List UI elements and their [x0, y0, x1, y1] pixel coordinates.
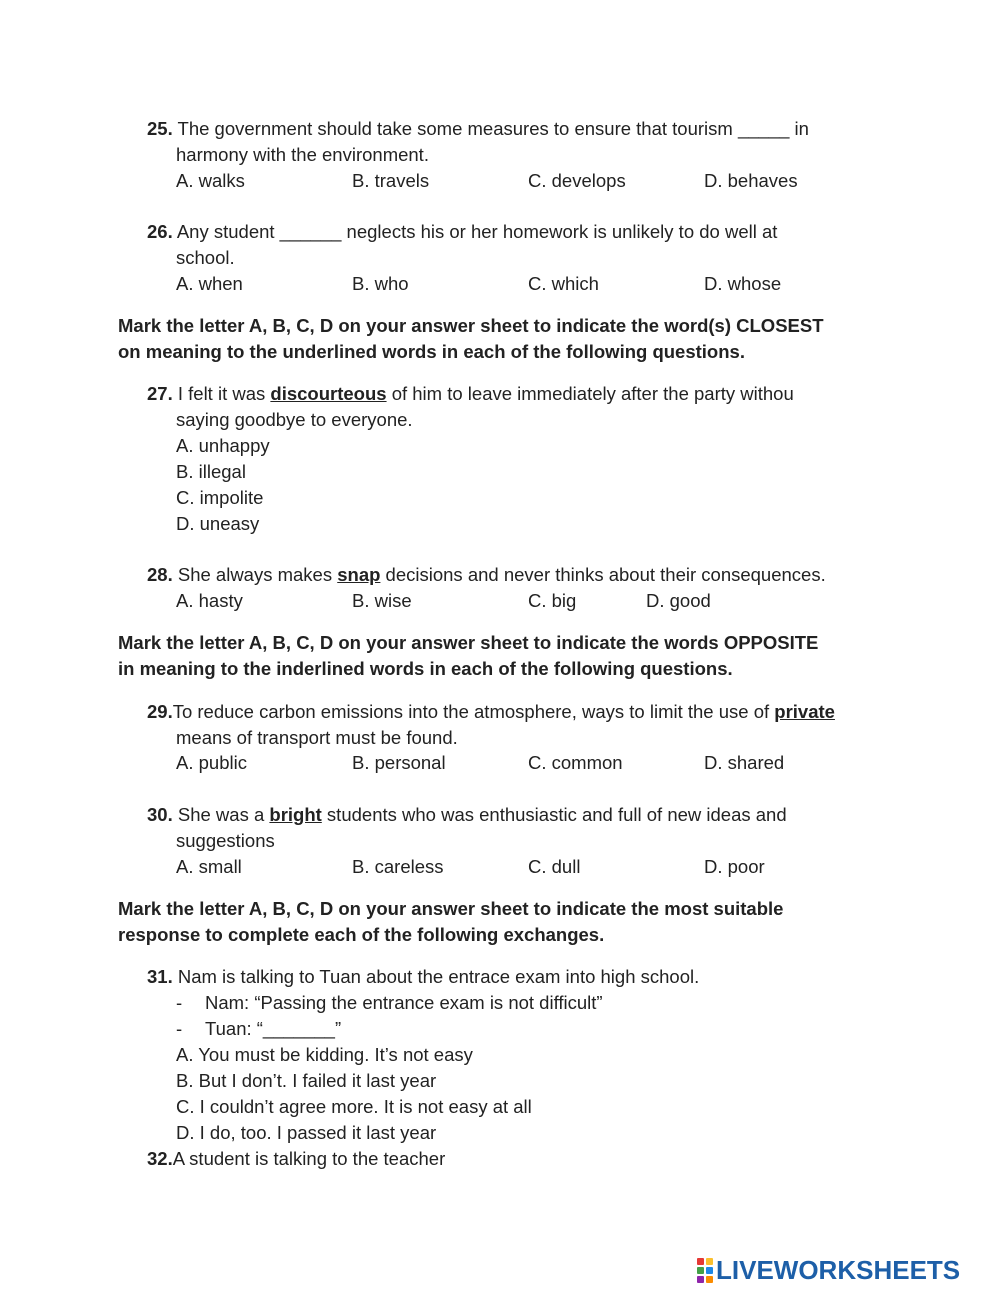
q27-option-a[interactable]: A. unhappy: [176, 435, 270, 456]
q27-underlined-word: discourteous: [270, 383, 387, 404]
instruction-opposite-line1: Mark the letter A, B, C, D on your answer sheet to indicate the words OPPOSITE: [118, 632, 819, 653]
q25-text: The government should take some measures to ensure that tourism _____ in: [177, 118, 809, 139]
q29-option-a[interactable]: A. public: [176, 752, 247, 773]
logo-block: [706, 1267, 713, 1274]
q30-text-post: students who was enthusiastic and full of new ideas and: [321, 804, 787, 825]
q29-option-d[interactable]: D. shared: [704, 752, 785, 773]
q26-number: 26.: [147, 221, 173, 242]
q31-option-b[interactable]: B. But I don’t. I failed it last year: [176, 1070, 437, 1091]
q25-stem: [147, 116, 809, 142]
q27-text-pre: I felt it was: [177, 383, 271, 404]
q27-option-d[interactable]: D. uneasy: [176, 513, 260, 534]
q31-dialog-dash: -: [176, 992, 183, 1013]
q30-option-c[interactable]: C. dull: [528, 856, 581, 877]
q30-stem: [147, 802, 787, 828]
q30-underlined-word: bright: [269, 804, 322, 825]
q26-option-a[interactable]: A. when: [176, 273, 243, 294]
q28-text-pre: She always makes: [177, 564, 338, 585]
q29-underlined-word: private: [774, 701, 835, 722]
q29-text-pre: To reduce carbon emissions into the atmosphere, ways to limit the use of: [172, 701, 775, 722]
q30-option-d[interactable]: D. poor: [704, 856, 765, 877]
q32-text: A student is talking to the teacher: [172, 1148, 446, 1169]
q27-stem-line2: saying goodbye to everyone.: [176, 409, 413, 430]
instruction-closest-line2: on meaning to the underlined words in each of the following questions.: [118, 341, 745, 362]
q25-option-a[interactable]: A. walks: [176, 170, 245, 191]
q27-text-post: of him to leave immediately after the party withou: [386, 383, 794, 404]
q31-dialog-dash: -: [176, 1018, 183, 1039]
logo-block: [697, 1276, 704, 1283]
q31-option-c[interactable]: C. I couldn’t agree more. It is not easy at all: [176, 1096, 532, 1117]
q30-number: 30.: [147, 804, 173, 825]
q25-option-d[interactable]: D. behaves: [704, 170, 798, 191]
q27-option-b[interactable]: B. illegal: [176, 461, 246, 482]
q31-number: 31.: [147, 966, 173, 987]
q29-number: 29.: [147, 701, 173, 722]
q28-option-a[interactable]: A. hasty: [176, 590, 243, 611]
q32-stem: [147, 1146, 445, 1172]
logo-block: [697, 1258, 704, 1265]
q26-option-c[interactable]: C. which: [528, 273, 599, 294]
q25-option-b[interactable]: B. travels: [352, 170, 430, 191]
instruction-closest-line1: Mark the letter A, B, C, D on your answer sheet to indicate the word(s) CLOSEST: [118, 315, 824, 336]
q28-option-b[interactable]: B. wise: [352, 590, 412, 611]
q27-number: 27.: [147, 383, 173, 404]
q28-stem: [147, 562, 826, 588]
liveworksheets-logo[interactable]: [697, 1255, 960, 1285]
q28-underlined-word: snap: [337, 564, 381, 585]
q28-text-post: decisions and never thinks about their consequences.: [380, 564, 826, 585]
q26-option-d[interactable]: D. whose: [704, 273, 782, 294]
q26-stem-line2: school.: [176, 247, 235, 268]
q26-option-b[interactable]: B. who: [352, 273, 409, 294]
q29-stem-line2: means of transport must be found.: [176, 727, 458, 748]
logo-block: [706, 1258, 713, 1265]
logo-blocks-icon: [697, 1258, 713, 1283]
q27-stem: [147, 381, 794, 407]
q26-stem: [147, 219, 777, 245]
q25-option-c[interactable]: C. develops: [528, 170, 626, 191]
q31-dialog-line-tuan: Tuan: “_______”: [205, 1018, 342, 1039]
q28-option-c[interactable]: C. big: [528, 590, 577, 611]
q26-text: Any student ______ neglects his or her homework is unlikely to do well at: [176, 221, 778, 242]
q31-option-d[interactable]: D. I do, too. I passed it last year: [176, 1122, 437, 1143]
q30-text-pre: She was a: [177, 804, 270, 825]
q28-number: 28.: [147, 564, 173, 585]
q30-option-b[interactable]: B. careless: [352, 856, 444, 877]
q29-stem: [147, 699, 835, 725]
q30-option-a[interactable]: A. small: [176, 856, 242, 877]
q31-stem: [147, 964, 699, 990]
q30-stem-line2: suggestions: [176, 830, 275, 851]
q31-text: Nam is talking to Tuan about the entrace exam into high school.: [177, 966, 700, 987]
q32-number: 32.: [147, 1148, 173, 1169]
instruction-response-line2: response to complete each of the following exchanges.: [118, 924, 605, 945]
q27-option-c[interactable]: C. impolite: [176, 487, 264, 508]
logo-text: LIVEWORKSHEETS: [716, 1255, 961, 1285]
logo-block: [697, 1267, 704, 1274]
q29-option-c[interactable]: C. common: [528, 752, 623, 773]
logo-block: [706, 1276, 713, 1283]
instruction-opposite-line2: in meaning to the inderlined words in each of the following questions.: [118, 658, 733, 679]
q25-number: 25.: [147, 118, 173, 139]
q31-option-a[interactable]: A. You must be kidding. It’s not easy: [176, 1044, 473, 1065]
q28-option-d[interactable]: D. good: [646, 590, 711, 611]
q25-stem-line2: harmony with the environment.: [176, 144, 429, 165]
q31-dialog-line-nam: Nam: “Passing the entrance exam is not difficult”: [205, 992, 603, 1013]
q29-option-b[interactable]: B. personal: [352, 752, 446, 773]
instruction-response-line1: Mark the letter A, B, C, D on your answer sheet to indicate the most suitable: [118, 898, 784, 919]
